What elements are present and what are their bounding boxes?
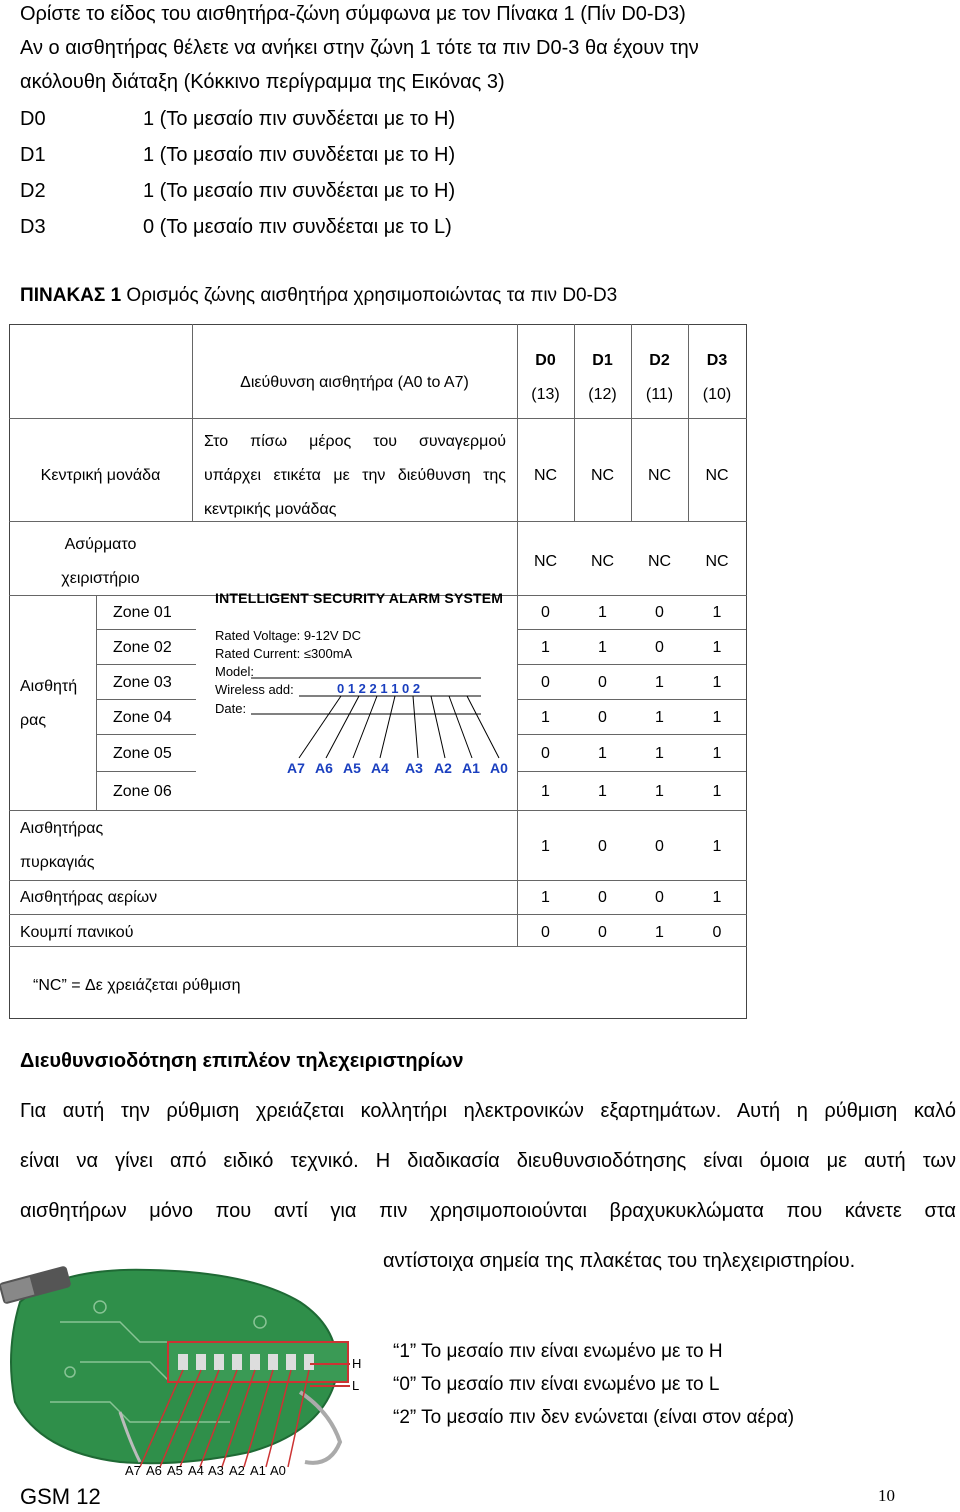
zone-d3: 1	[712, 783, 722, 800]
zone-d0: 1	[541, 639, 550, 656]
legend-2: “2” Το μεσαίο πιν δεν ενώνεται (είναι στον αέρα)	[393, 1407, 795, 1428]
intro-line-1: Ορίστε το είδος του αισθητήρα-ζώνη σύμφωνα με τον Πίνακα 1 (Πίν D0-D3)	[20, 3, 686, 25]
pin-header-d2: D2	[649, 352, 670, 369]
intro-line-2: Αν ο αισθητήρας θέλετε να ανήκει στην ζώνη 1 τότε τα πιν D0-3 θα έχουν την	[20, 37, 699, 59]
section-para-3: αισθητήρων μόνο που αντί για πιν χρησιμοποιούνται βραχυκυκλώματα που κάνετε στα	[20, 1200, 956, 1222]
sensor-label-2: ρας	[20, 712, 47, 729]
zone-d2: 0	[655, 604, 664, 621]
zone-name: Zone 06	[113, 783, 172, 800]
pcb-photo	[0, 1262, 380, 1494]
label-address: 0 1 2 2 1 1 0 2	[337, 681, 421, 696]
zone-d1: 1	[598, 639, 607, 656]
pin-header-d1: D1	[592, 352, 613, 369]
fire-d0: 1	[541, 838, 550, 855]
central-desc-2: υπάρχει ετικέτα με την διεύθυνση της	[204, 467, 506, 484]
zone-d0: 0	[541, 674, 550, 691]
pin-header-d0-num: (13)	[531, 386, 560, 403]
pcb-pin-a1: A1	[250, 1463, 266, 1478]
pcb-pin-a4: A4	[188, 1463, 204, 1478]
label-pin-a1: A1	[462, 760, 480, 776]
page-number: 10	[878, 1486, 895, 1505]
pin-value: 0 (Το μεσαίο πιν συνδέεται με το L)	[143, 216, 452, 238]
pcb-pin-a0: A0	[270, 1463, 286, 1478]
label-wireless: Wireless add:	[215, 682, 294, 697]
section-para-1: Για αυτή την ρύθμιση χρειάζεται κολλητήρι ηλεκτρονικών εξαρτημάτων. Αυτή η ρύθμιση καλό	[20, 1100, 956, 1122]
fire-label-1: Αισθητήρας	[20, 820, 104, 837]
label-model: Model:	[215, 664, 255, 679]
gas-d2: 0	[655, 889, 664, 906]
zone-name: Zone 04	[113, 709, 172, 726]
zone-d2: 1	[655, 783, 664, 800]
section-para-4: αντίστοιχα σημεία της πλακέτας του τηλεχειριστηρίου.	[383, 1250, 856, 1272]
label-date: Date:	[215, 701, 247, 716]
section-para-2: είναι να γίνει από ειδικό τεχνικό. Η διαδικασία διευθυνσιοδότησης είναι όμοια με αυτή των	[20, 1150, 956, 1172]
pin-header-d1-num: (12)	[588, 386, 617, 403]
zone-name: Zone 03	[113, 674, 172, 691]
central-desc-1: Στο πίσω μέρος του συναγερμού	[204, 433, 506, 450]
central-d3: NC	[705, 467, 729, 484]
zone-d3: 1	[712, 745, 722, 762]
pcb-pin-a5: A5	[167, 1463, 183, 1478]
nc-note: “NC” = Δε χρειάζεται ρύθμιση	[33, 977, 241, 994]
zone-d0: 0	[541, 604, 550, 621]
central-d1: NC	[590, 467, 615, 484]
remote-d3: NC	[705, 553, 729, 570]
pcb-pin-a3: A3	[208, 1463, 224, 1478]
zone-name: Zone 05	[113, 745, 172, 762]
zone-d1: 0	[598, 674, 607, 691]
central-unit-label: Κεντρική μονάδα	[40, 467, 161, 484]
zone-name: Zone 02	[113, 639, 172, 656]
pcb-l-label: L	[352, 1378, 360, 1393]
address-header: Διεύθυνση αισθητήρα (A0 to A7)	[240, 374, 469, 391]
pin-header-d3-num: (10)	[702, 386, 732, 403]
remote-d0: NC	[533, 553, 558, 570]
pcb-h-label: H	[352, 1356, 362, 1371]
remote-label-1: Ασύρματο	[64, 536, 137, 553]
zone-d0: 0	[541, 745, 550, 762]
zone-name: Zone 01	[113, 604, 172, 621]
zone-d3: 1	[712, 604, 722, 621]
zone-d3: 1	[712, 709, 722, 726]
table-caption-number: ΠΙΝΑΚΑΣ 1	[20, 285, 122, 306]
pin-value: 1 (Το μεσαίο πιν συνδέεται με το H)	[143, 108, 456, 130]
section-heading: Διευθυνσιοδότηση επιπλέον τηλεχειριστηρίων	[20, 1050, 464, 1072]
gas-d1: 0	[598, 889, 607, 906]
zone-d3: 1	[712, 639, 722, 656]
pin-header-d2-num: (11)	[645, 386, 674, 403]
panic-d0: 0	[541, 924, 550, 941]
pin-header-d0: D0	[535, 352, 556, 369]
remote-d2: NC	[647, 553, 672, 570]
pin-header-d3: D3	[706, 352, 728, 369]
fire-d1: 0	[598, 838, 607, 855]
remote-label-2: χειριστήριο	[61, 570, 140, 587]
pcb-pin-a7: A7	[125, 1463, 141, 1478]
fire-label-2: πυρκαγιάς	[20, 854, 95, 871]
pin-label: D3	[20, 216, 46, 238]
zone-d0: 1	[541, 709, 550, 726]
label-pin-a6: A6	[315, 760, 333, 776]
central-d2: NC	[647, 467, 672, 484]
pcb-pin-a6: A6	[146, 1463, 162, 1478]
panic-d2: 1	[655, 924, 664, 941]
table-caption-text: Ορισμός ζώνης αισθητήρα χρησιμοποιώντας τα πιν D0-D3	[121, 285, 618, 306]
central-desc-3: κεντρικής μονάδας	[204, 501, 337, 518]
sensor-label-1: Αισθητή	[20, 678, 78, 695]
label-pin-a5: A5	[343, 760, 361, 776]
zone-d1: 1	[598, 783, 607, 800]
zone-d2: 0	[655, 639, 664, 656]
pin-value: 1 (Το μεσαίο πιν συνδέεται με το H)	[143, 144, 456, 166]
central-d0: NC	[533, 467, 558, 484]
label-pin-a7: A7	[287, 760, 305, 776]
panic-label: Κουμπί πανικού	[20, 924, 134, 941]
legend-0: “0” Το μεσαίο πιν είναι ενωμένο με το L	[393, 1374, 720, 1395]
table-caption	[20, 284, 617, 308]
zone-d1: 1	[598, 604, 607, 621]
gas-d0: 1	[541, 889, 550, 906]
zone-d2: 1	[655, 674, 664, 691]
pcb-pin-a2: A2	[229, 1463, 245, 1478]
label-pointer-lines	[209, 588, 515, 783]
fire-d3: 1	[712, 838, 722, 855]
zone-d0: 1	[541, 783, 550, 800]
intro-line-3: ακόλουθη διάταξη (Κόκκινο περίγραμμα της Εικόνας 3)	[20, 71, 505, 93]
remote-d1: NC	[590, 553, 615, 570]
panic-d1: 0	[598, 924, 607, 941]
zone-d2: 1	[655, 745, 664, 762]
fire-d2: 0	[655, 838, 664, 855]
pin-label: D0	[20, 108, 46, 130]
legend-1: “1” Το μεσαίο πιν είναι ενωμένο με το H	[393, 1341, 723, 1362]
zone-d2: 1	[655, 709, 664, 726]
zone-d3: 1	[712, 674, 722, 691]
pin-label: D1	[20, 144, 46, 166]
zone-d1: 0	[598, 709, 607, 726]
footer-product: GSM 12	[20, 1484, 101, 1509]
pin-label: D2	[20, 180, 46, 202]
label-pin-a4: A4	[371, 760, 389, 776]
label-title: INTELLIGENT SECURITY ALARM SYSTEM	[215, 590, 504, 606]
gas-label: Αισθητήρας αερίων	[20, 889, 158, 906]
pin-value: 1 (Το μεσαίο πιν συνδέεται με το H)	[143, 180, 456, 202]
zone-d1: 1	[598, 745, 607, 762]
label-pin-a0: A0	[490, 760, 508, 776]
label-voltage: Rated Voltage: 9-12V DC	[215, 628, 361, 643]
label-pin-a2: A2	[434, 760, 452, 776]
panic-d3: 0	[712, 924, 722, 941]
label-current: Rated Current: ≤300mA	[215, 646, 353, 661]
gas-d3: 1	[712, 889, 722, 906]
label-pin-a3: A3	[405, 760, 423, 776]
device-label-image	[209, 588, 515, 783]
